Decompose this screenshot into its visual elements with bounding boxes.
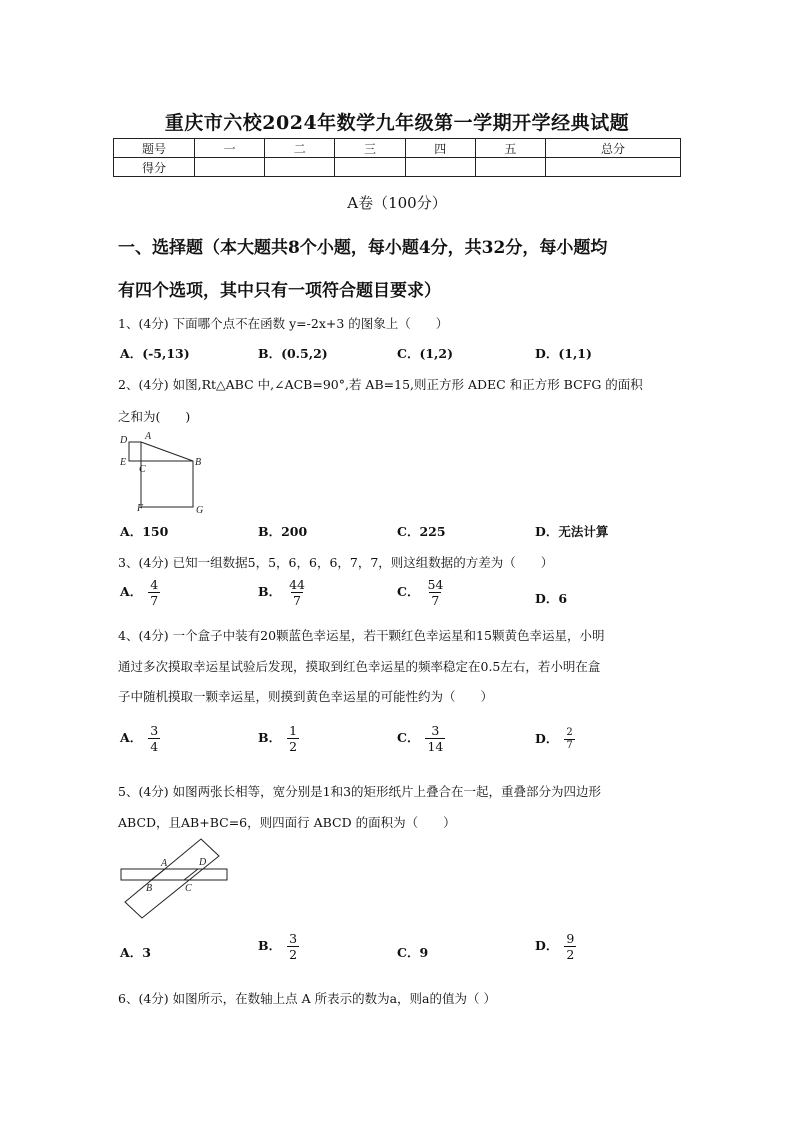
q2-option-c[interactable]: C．225	[397, 524, 446, 539]
q1-option-a[interactable]: A．(-5,13)	[120, 346, 190, 361]
q5-option-d-fraction	[564, 931, 576, 962]
q2-stem-line1: 2、(4分) 如图,Rt△ABC 中,∠ACB=90°,若 AB=15,则正方形 ADEC 和正方形 BCFG 的面积	[118, 377, 643, 392]
score-header-cell: 题号	[114, 139, 195, 158]
q4-option-d[interactable]	[535, 727, 575, 752]
q4-option-a-fraction	[148, 723, 160, 754]
q4-option-d-fraction	[564, 727, 574, 752]
q1-option-c[interactable]: C．(1,2)	[397, 346, 454, 361]
q1-option-d[interactable]: D．(1,1)	[535, 346, 592, 361]
q4-option-a-letter: A．	[120, 730, 143, 745]
q4-option-d-letter: D．	[535, 731, 559, 746]
score-table-score-row	[114, 158, 681, 177]
fig2-label-b: B	[195, 457, 202, 468]
q3-option-d[interactable]: D．6	[535, 591, 568, 606]
score-row-label: 得分	[114, 158, 195, 177]
q5-option-d-letter: D．	[535, 938, 559, 953]
fraction-denominator: 7	[150, 593, 159, 608]
q3-option-b-letter: B．	[258, 584, 282, 599]
score-header-cell: 四	[405, 139, 475, 158]
fraction-numerator: 2	[566, 727, 573, 738]
q2-stem-line2: 之和为( )	[118, 409, 191, 424]
fig2-label-f: F	[137, 503, 144, 514]
fig2-label-g: G	[196, 505, 204, 516]
score-cell[interactable]	[335, 158, 405, 177]
q4-option-b-fraction	[287, 723, 299, 754]
score-header-cell: 二	[265, 139, 335, 158]
q3-option-b[interactable]	[258, 577, 307, 608]
q5-option-b-letter: B．	[258, 938, 282, 953]
fraction-denominator: 2	[289, 947, 298, 962]
score-cell[interactable]	[405, 158, 475, 177]
score-header-cell: 一	[195, 139, 265, 158]
q2-option-d[interactable]: D．无法计算	[535, 524, 609, 539]
strip-width-1	[121, 869, 227, 880]
q5-figure	[115, 835, 235, 925]
q5-stem-line2: ABCD，且AB+BC=6，则四面行 ABCD 的面积为（ ）	[118, 815, 456, 830]
square-adec	[129, 442, 141, 461]
fraction-denominator: 2	[289, 739, 298, 754]
q2-figure	[112, 428, 212, 518]
q1-option-b[interactable]: B．(0.5,2)	[258, 346, 328, 361]
fraction-denominator: 7	[566, 740, 573, 751]
q2-option-b[interactable]: B．200	[258, 524, 308, 539]
fig2-label-e: E	[120, 457, 127, 468]
score-cell[interactable]	[475, 158, 545, 177]
q4-option-c-fraction	[425, 723, 445, 754]
score-table-header-row	[114, 139, 681, 158]
score-header-cell: 总分	[546, 139, 681, 158]
fraction-numerator: 3	[150, 723, 159, 738]
q4-option-b-letter: B．	[258, 730, 282, 745]
q5-option-c[interactable]: C．9	[397, 945, 429, 960]
fig5-label-b: B	[146, 883, 153, 894]
q6-stem: 6、(4分) 如图所示，在数轴上点 A 所表示的数为a，则a的值为（ ）	[118, 991, 496, 1006]
q4-option-c[interactable]	[397, 723, 445, 754]
q2-option-a[interactable]: A．150	[120, 524, 169, 539]
strip-width-3	[125, 839, 219, 918]
fig5-label-c: C	[185, 883, 192, 894]
fraction-denominator: 7	[431, 593, 440, 608]
fraction-numerator: 9	[566, 931, 575, 946]
q3-option-b-fraction	[287, 577, 307, 608]
q1-stem: 1、(4分) 下面哪个点不在函数 y=-2x+3 的图象上（ ）	[118, 316, 449, 331]
square-bcfg	[141, 461, 193, 507]
score-cell[interactable]	[546, 158, 681, 177]
q3-option-a[interactable]	[120, 577, 160, 608]
fraction-numerator: 3	[289, 931, 298, 946]
q4-option-a[interactable]	[120, 723, 160, 754]
fig2-label-d: D	[120, 435, 128, 446]
part1-heading-line1: 一、选择题（本大题共8个小题，每小题4分，共32分，每小题均	[118, 238, 608, 258]
q5-stem-line1: 5、(4分) 如图两张长相等，宽分别是1和3的矩形纸片上叠合在一起，重叠部分为四边形	[118, 784, 602, 799]
exam-title: 重庆市六校2024年数学九年级第一学期开学经典试题	[164, 112, 630, 134]
segment-ab-overlap	[151, 869, 165, 880]
fraction-denominator: 4	[150, 739, 159, 754]
q3-stem: 3、(4分) 已知一组数据5，5，6，6，6，7，7，则这组数据的方差为（ ）	[118, 555, 554, 570]
fraction-numerator: 1	[289, 723, 298, 738]
fig2-label-a: A	[145, 431, 152, 442]
q4-stem-line2: 通过多次摸取幸运星试验后发现，摸取到红色幸运星的频率稳定在0.5左右，若小明在盒	[118, 659, 601, 674]
fraction-denominator: 7	[293, 593, 301, 608]
fraction-numerator: 54	[427, 577, 444, 592]
part1-heading-line2: 有四个选项，其中只有一项符合题目要求）	[118, 281, 441, 301]
q5-option-d[interactable]	[535, 931, 576, 962]
fraction-numerator: 44	[289, 577, 305, 592]
score-cell[interactable]	[265, 158, 335, 177]
fig5-label-a: A	[161, 858, 168, 869]
fig5-label-d: D	[199, 857, 207, 868]
q3-option-c[interactable]	[397, 577, 445, 608]
fraction-denominator: 2	[566, 947, 575, 962]
q4-option-b[interactable]	[258, 723, 299, 754]
score-header-cell: 五	[475, 139, 545, 158]
q3-option-a-fraction	[148, 577, 160, 608]
score-header-cell: 三	[335, 139, 405, 158]
fraction-numerator: 3	[431, 723, 440, 738]
q3-option-c-letter: C．	[397, 584, 420, 599]
q4-stem-line3: 子中随机摸取一颗幸运星，则摸到黄色幸运星的可能性约为（ ）	[118, 689, 494, 704]
q5-option-a[interactable]: A．3	[120, 945, 151, 960]
q3-option-c-fraction	[425, 577, 445, 608]
fig2-label-c: C	[139, 464, 146, 475]
q5-option-b[interactable]	[258, 931, 299, 962]
fraction-denominator: 14	[427, 739, 444, 754]
q5-option-b-fraction	[287, 931, 299, 962]
segment-ab	[141, 442, 193, 461]
q4-option-c-letter: C．	[397, 730, 420, 745]
section-a-title: A卷（100分）	[347, 194, 447, 212]
score-table	[113, 138, 681, 177]
score-cell[interactable]	[195, 158, 265, 177]
fraction-numerator: 4	[150, 577, 159, 592]
q4-stem-line1: 4、(4分) 一个盒子中装有20颗蓝色幸运星，若干颗红色幸运星和15颗黄色幸运星，小明	[118, 628, 605, 643]
q3-option-a-letter: A．	[120, 584, 143, 599]
